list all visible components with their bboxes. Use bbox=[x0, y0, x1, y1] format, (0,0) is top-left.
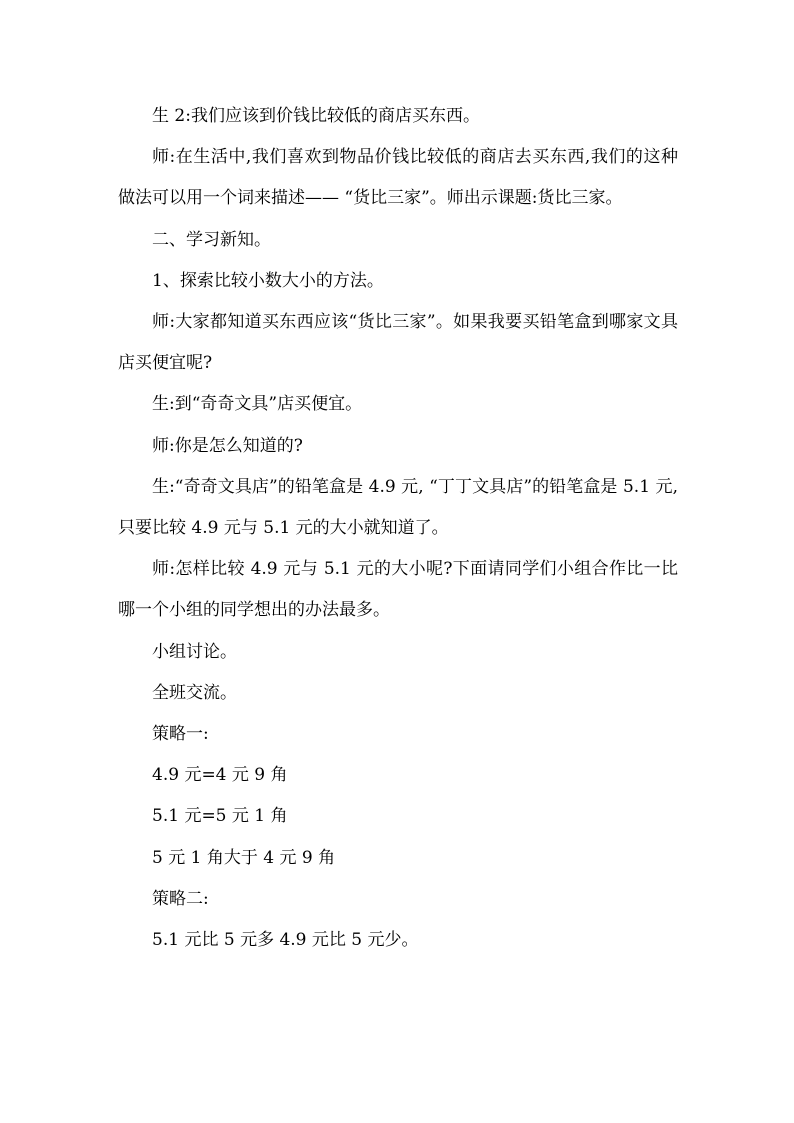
paragraph-student-2: 生 2:我们应该到价钱比较低的商店买东西。 bbox=[152, 106, 480, 126]
paragraph-teacher-intro: 师:在生活中,我们喜欢到物品价钱比较低的商店去买东西,我们的这种做法可以用一个词来描述—— “货比三家”。师出示课题:货比三家。 bbox=[118, 147, 678, 209]
paragraph-class-exchange: 全班交流。 bbox=[152, 682, 237, 703]
paragraph-teacher-how: 师:你是怎么知道的? bbox=[152, 435, 303, 456]
paragraph-teacher-group-task: 师:怎样比较 4.9 元与 5.1 元的大小呢?下面请同学们小组合作比一比哪一个小组的同学想出的办法最多。 bbox=[118, 559, 678, 621]
paragraph-student-explain: 生:“奇奇文具店”的铅笔盒是 4.9 元, “丁丁文具店”的铅笔盒是 5.1 元,只要比较 4.9 元与 5.1 元的大小就知道了。 bbox=[118, 476, 678, 539]
document-body bbox=[118, 96, 678, 961]
paragraph-student-answer: 生:到“奇奇文具”店买便宜。 bbox=[152, 394, 363, 415]
strategy-one-line-1: 4.9 元=4 元 9 角 bbox=[152, 765, 288, 786]
strategy-two-line-1: 5.1 元比 5 元多 4.9 元比 5 元少。 bbox=[152, 930, 419, 951]
paragraph-group-discussion: 小组讨论。 bbox=[152, 641, 237, 662]
section-heading-new-knowledge: 二、学习新知。 bbox=[152, 229, 271, 250]
strategy-two-heading: 策略二: bbox=[152, 888, 209, 909]
strategy-one-heading: 策略一: bbox=[152, 724, 209, 745]
strategy-one-line-3: 5 元 1 角大于 4 元 9 角 bbox=[152, 847, 336, 868]
subsection-heading-compare-decimals: 1、探索比较小数大小的方法。 bbox=[152, 270, 384, 291]
strategy-one-line-2: 5.1 元=5 元 1 角 bbox=[152, 806, 288, 827]
paragraph-teacher-question: 师:大家都知道买东西应该“货比三家”。如果我要买铅笔盒到哪家文具店买便宜呢? bbox=[118, 312, 678, 374]
